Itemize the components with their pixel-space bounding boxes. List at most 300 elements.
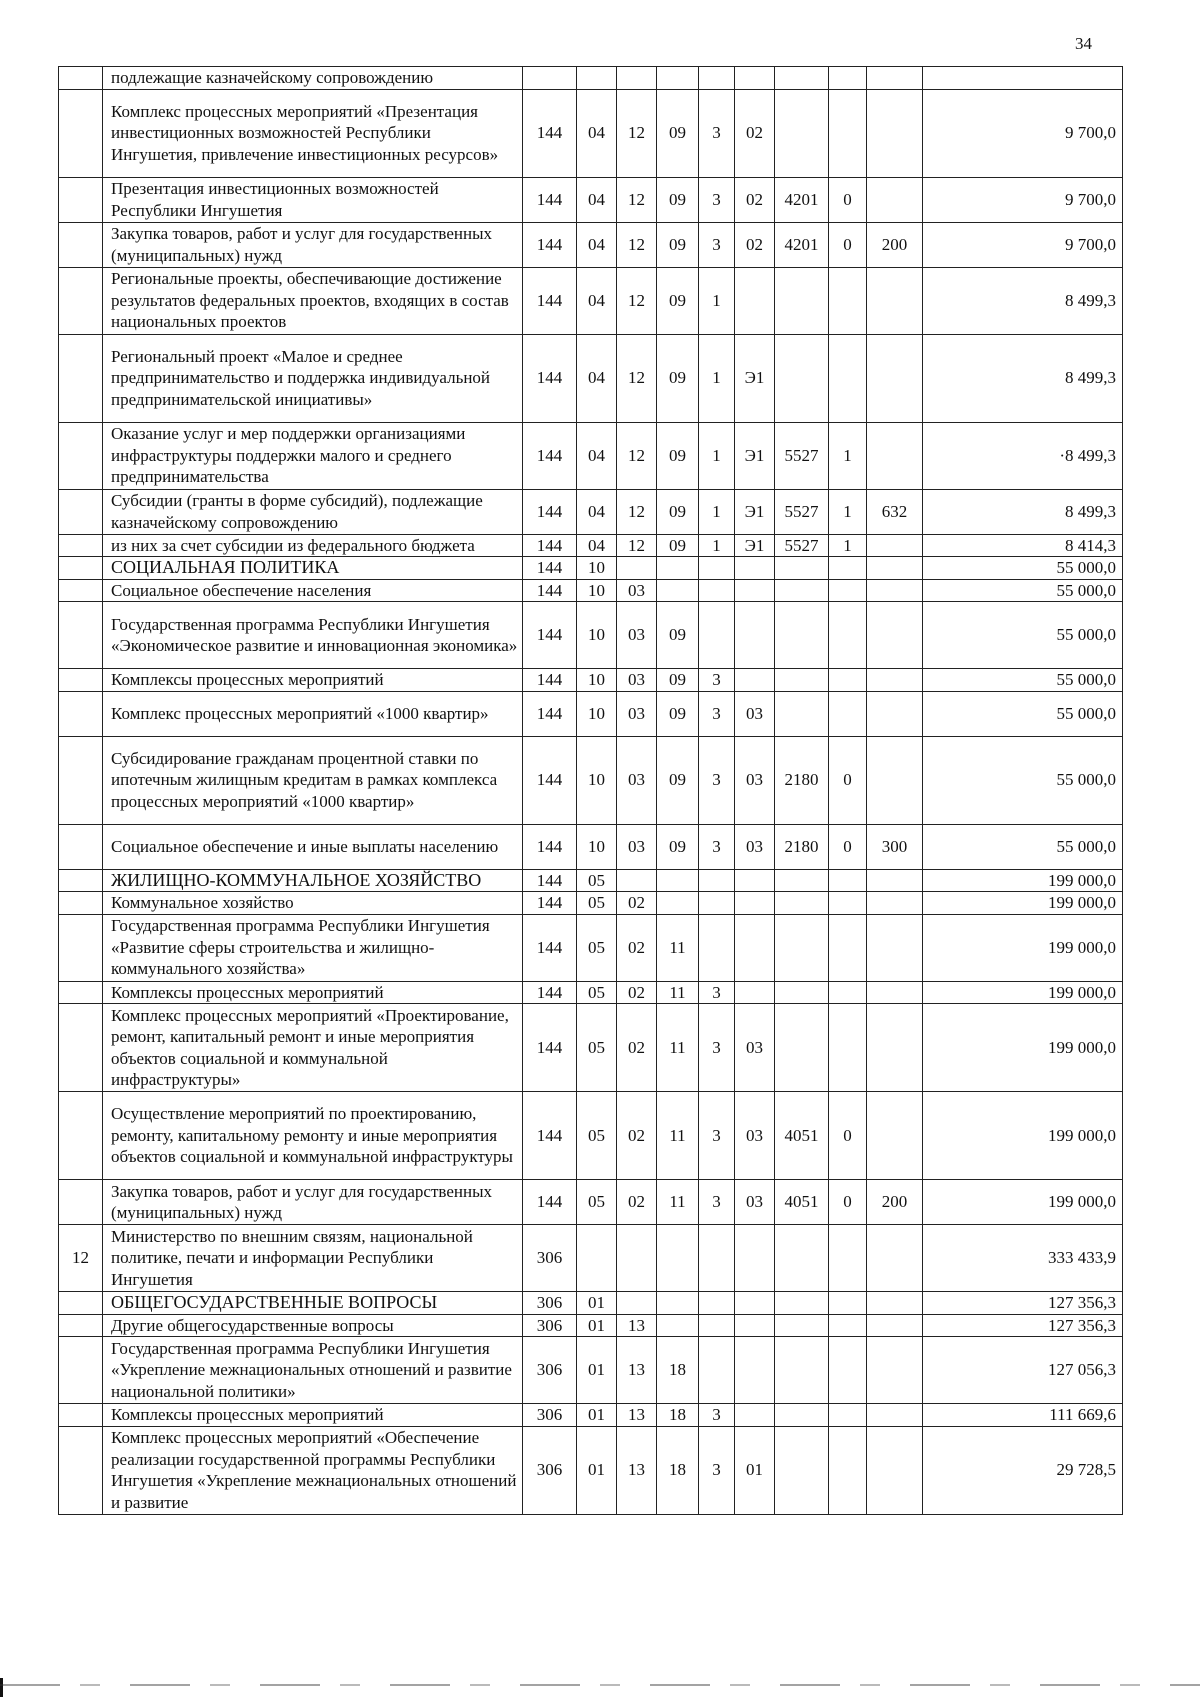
ministry-code-cell: 144 xyxy=(523,222,577,267)
subsection-code-cell xyxy=(617,1292,657,1315)
section-code-cell: 05 xyxy=(577,869,617,892)
subprogram-type-cell xyxy=(699,1225,735,1292)
amount-cell: 199 000,0 xyxy=(923,981,1123,1004)
amount-cell: 29 728,5 xyxy=(923,1426,1123,1514)
direction-code-cell xyxy=(775,914,829,981)
item-name-cell: Региональный проект «Малое и среднее предпринимательство и поддержка индивидуальной предпринимательской инициативы» xyxy=(103,334,523,422)
section-code-cell: 01 xyxy=(577,1314,617,1337)
structural-element-code-cell xyxy=(735,1292,775,1315)
section-code-cell xyxy=(577,1225,617,1292)
direction-suffix-cell xyxy=(829,1404,867,1427)
direction-suffix-cell xyxy=(829,892,867,915)
row-number-cell xyxy=(59,89,103,177)
ministry-code-cell: 306 xyxy=(523,1404,577,1427)
row-number-cell xyxy=(59,1404,103,1427)
program-code-cell: 11 xyxy=(657,1092,699,1180)
amount-cell: 55 000,0 xyxy=(923,557,1123,580)
table-row xyxy=(59,892,1123,915)
table-row xyxy=(59,1314,1123,1337)
program-code-cell: 18 xyxy=(657,1404,699,1427)
direction-suffix-cell xyxy=(829,1314,867,1337)
item-name-cell: ЖИЛИЩНО-КОММУНАЛЬНОЕ ХОЗЯЙСТВО xyxy=(103,869,523,892)
ministry-code-cell xyxy=(523,67,577,90)
amount-cell: 8 499,3 xyxy=(923,267,1123,334)
structural-element-code-cell: 03 xyxy=(735,736,775,824)
amount-cell xyxy=(923,67,1123,90)
item-name-cell: Комплекс процессных мероприятий «Проектирование, ремонт, капитальный ремонт и иные мероприятия объектов социальной и коммунальной инфраструктуры» xyxy=(103,1004,523,1092)
ministry-code-cell: 144 xyxy=(523,334,577,422)
table-row xyxy=(59,1092,1123,1180)
direction-suffix-cell: 0 xyxy=(829,824,867,869)
program-code-cell xyxy=(657,869,699,892)
table-row xyxy=(59,669,1123,692)
structural-element-code-cell: 03 xyxy=(735,691,775,736)
row-number-cell xyxy=(59,914,103,981)
ministry-code-cell: 144 xyxy=(523,267,577,334)
direction-code-cell: 4051 xyxy=(775,1092,829,1180)
program-code-cell: 11 xyxy=(657,981,699,1004)
direction-suffix-cell: 0 xyxy=(829,736,867,824)
direction-code-cell xyxy=(775,1225,829,1292)
direction-code-cell xyxy=(775,67,829,90)
structural-element-code-cell: Э1 xyxy=(735,422,775,489)
subprogram-type-cell: 1 xyxy=(699,334,735,422)
item-name-cell: Государственная программа Республики Ингушетия «Развитие сферы строительства и жилищно-коммунального хозяйства» xyxy=(103,914,523,981)
row-number-cell xyxy=(59,557,103,580)
item-name-cell: Субсидии (гранты в форме субсидий), подлежащие казначейскому сопровождению xyxy=(103,489,523,534)
structural-element-code-cell: Э1 xyxy=(735,534,775,557)
row-number-cell xyxy=(59,669,103,692)
ministry-code-cell: 144 xyxy=(523,669,577,692)
subsection-code-cell: 13 xyxy=(617,1314,657,1337)
expense-type-code-cell xyxy=(867,1292,923,1315)
table-row xyxy=(59,1337,1123,1404)
section-code-cell: 04 xyxy=(577,422,617,489)
subprogram-type-cell xyxy=(699,557,735,580)
structural-element-code-cell: Э1 xyxy=(735,334,775,422)
expense-type-code-cell xyxy=(867,669,923,692)
expense-type-code-cell xyxy=(867,557,923,580)
subprogram-type-cell: 3 xyxy=(699,222,735,267)
section-code-cell: 04 xyxy=(577,534,617,557)
table-row xyxy=(59,422,1123,489)
table-row xyxy=(59,222,1123,267)
row-number-cell xyxy=(59,1092,103,1180)
direction-code-cell: 2180 xyxy=(775,824,829,869)
direction-suffix-cell: 1 xyxy=(829,422,867,489)
direction-suffix-cell xyxy=(829,1004,867,1092)
item-name-cell: Комплексы процессных мероприятий xyxy=(103,981,523,1004)
subprogram-type-cell: 3 xyxy=(699,1404,735,1427)
subsection-code-cell xyxy=(617,67,657,90)
subsection-code-cell: 03 xyxy=(617,824,657,869)
subprogram-type-cell xyxy=(699,914,735,981)
structural-element-code-cell xyxy=(735,1314,775,1337)
section-code-cell: 04 xyxy=(577,89,617,177)
item-name-cell: подлежащие казначейскому сопровождению xyxy=(103,67,523,90)
direction-code-cell: 4201 xyxy=(775,222,829,267)
subsection-code-cell: 02 xyxy=(617,892,657,915)
subsection-code-cell: 12 xyxy=(617,489,657,534)
subsection-code-cell: 12 xyxy=(617,534,657,557)
subprogram-type-cell xyxy=(699,67,735,90)
section-code-cell: 05 xyxy=(577,914,617,981)
program-code-cell: 09 xyxy=(657,824,699,869)
subsection-code-cell: 02 xyxy=(617,1092,657,1180)
ministry-code-cell: 144 xyxy=(523,89,577,177)
item-name-cell: Комплекс процессных мероприятий «Обеспечение реализации государственной программы Республики Ингушетия «Укрепление межнациональных отношений и развитие xyxy=(103,1426,523,1514)
section-code-cell xyxy=(577,67,617,90)
direction-suffix-cell: 0 xyxy=(829,1092,867,1180)
direction-suffix-cell xyxy=(829,1337,867,1404)
subsection-code-cell: 13 xyxy=(617,1404,657,1427)
amount-cell: 199 000,0 xyxy=(923,1180,1123,1225)
structural-element-code-cell xyxy=(735,914,775,981)
subprogram-type-cell: 3 xyxy=(699,1004,735,1092)
expense-type-code-cell xyxy=(867,579,923,602)
program-code-cell: 11 xyxy=(657,914,699,981)
item-name-cell: Закупка товаров, работ и услуг для государственных (муниципальных) нужд xyxy=(103,222,523,267)
table-row xyxy=(59,557,1123,580)
subsection-code-cell: 03 xyxy=(617,691,657,736)
expense-type-code-cell xyxy=(867,1404,923,1427)
structural-element-code-cell xyxy=(735,267,775,334)
page-number: 34 xyxy=(1075,34,1092,53)
table-row xyxy=(59,691,1123,736)
expense-type-code-cell xyxy=(867,602,923,669)
section-code-cell: 10 xyxy=(577,691,617,736)
subsection-code-cell: 02 xyxy=(617,981,657,1004)
expense-type-code-cell xyxy=(867,869,923,892)
item-name-cell: Государственная программа Республики Ингушетия «Укрепление межнациональных отношений и развитие национальной политики» xyxy=(103,1337,523,1404)
direction-code-cell xyxy=(775,557,829,580)
subsection-code-cell: 12 xyxy=(617,422,657,489)
row-number-cell xyxy=(59,1004,103,1092)
subprogram-type-cell xyxy=(699,1292,735,1315)
section-code-cell: 10 xyxy=(577,824,617,869)
direction-suffix-cell: 0 xyxy=(829,177,867,222)
subprogram-type-cell: 1 xyxy=(699,489,735,534)
direction-code-cell xyxy=(775,334,829,422)
ministry-code-cell: 144 xyxy=(523,422,577,489)
subprogram-type-cell: 3 xyxy=(699,89,735,177)
amount-cell: 55 000,0 xyxy=(923,669,1123,692)
program-code-cell: 11 xyxy=(657,1004,699,1092)
section-code-cell: 01 xyxy=(577,1404,617,1427)
table-row xyxy=(59,89,1123,177)
subprogram-type-cell: 1 xyxy=(699,534,735,557)
structural-element-code-cell xyxy=(735,892,775,915)
direction-code-cell xyxy=(775,869,829,892)
amount-cell: 55 000,0 xyxy=(923,691,1123,736)
section-code-cell: 10 xyxy=(577,602,617,669)
structural-element-code-cell xyxy=(735,67,775,90)
program-code-cell: 09 xyxy=(657,422,699,489)
amount-cell: 8 414,3 xyxy=(923,534,1123,557)
direction-suffix-cell xyxy=(829,334,867,422)
subprogram-type-cell: 3 xyxy=(699,1426,735,1514)
row-number-cell xyxy=(59,579,103,602)
program-code-cell xyxy=(657,67,699,90)
subsection-code-cell: 02 xyxy=(617,1180,657,1225)
section-code-cell: 01 xyxy=(577,1292,617,1315)
row-number-cell xyxy=(59,824,103,869)
amount-cell: 199 000,0 xyxy=(923,869,1123,892)
item-name-cell: Субсидирование гражданам процентной ставки по ипотечным жилищным кредитам в рамках комплекса процессных мероприятий «1000 квартир» xyxy=(103,736,523,824)
subprogram-type-cell xyxy=(699,1337,735,1404)
row-number-cell xyxy=(59,981,103,1004)
direction-code-cell xyxy=(775,579,829,602)
amount-cell: ·8 499,3 xyxy=(923,422,1123,489)
ministry-code-cell: 144 xyxy=(523,914,577,981)
section-code-cell: 04 xyxy=(577,177,617,222)
direction-suffix-cell xyxy=(829,602,867,669)
program-code-cell: 18 xyxy=(657,1426,699,1514)
expense-type-code-cell xyxy=(867,334,923,422)
expense-type-code-cell xyxy=(867,981,923,1004)
table-row xyxy=(59,1004,1123,1092)
table-row xyxy=(59,1426,1123,1514)
subprogram-type-cell xyxy=(699,869,735,892)
subsection-code-cell: 13 xyxy=(617,1337,657,1404)
section-code-cell: 05 xyxy=(577,892,617,915)
expense-type-code-cell xyxy=(867,914,923,981)
table-row xyxy=(59,67,1123,90)
direction-code-cell xyxy=(775,981,829,1004)
program-code-cell: 09 xyxy=(657,691,699,736)
expense-type-code-cell: 200 xyxy=(867,1180,923,1225)
table-row xyxy=(59,177,1123,222)
direction-suffix-cell xyxy=(829,267,867,334)
structural-element-code-cell: 03 xyxy=(735,824,775,869)
ministry-code-cell: 144 xyxy=(523,1092,577,1180)
item-name-cell: из них за счет субсидии из федерального бюджета xyxy=(103,534,523,557)
direction-suffix-cell: 0 xyxy=(829,1180,867,1225)
subprogram-type-cell: 3 xyxy=(699,981,735,1004)
ministry-code-cell: 306 xyxy=(523,1292,577,1315)
expense-type-code-cell xyxy=(867,1092,923,1180)
ministry-code-cell: 144 xyxy=(523,602,577,669)
table-row xyxy=(59,1292,1123,1315)
amount-cell: 9 700,0 xyxy=(923,222,1123,267)
row-number-cell xyxy=(59,177,103,222)
table-row xyxy=(59,824,1123,869)
amount-cell: 55 000,0 xyxy=(923,824,1123,869)
direction-code-cell: 4051 xyxy=(775,1180,829,1225)
subprogram-type-cell: 3 xyxy=(699,1180,735,1225)
item-name-cell: Социальное обеспечение населения xyxy=(103,579,523,602)
program-code-cell: 09 xyxy=(657,736,699,824)
section-code-cell: 04 xyxy=(577,267,617,334)
structural-element-code-cell xyxy=(735,869,775,892)
row-number-cell xyxy=(59,67,103,90)
ministry-code-cell: 144 xyxy=(523,824,577,869)
structural-element-code-cell xyxy=(735,669,775,692)
expense-type-code-cell xyxy=(867,177,923,222)
table-row xyxy=(59,736,1123,824)
direction-suffix-cell: 1 xyxy=(829,534,867,557)
subprogram-type-cell: 3 xyxy=(699,1092,735,1180)
expense-type-code-cell xyxy=(867,422,923,489)
amount-cell: 111 669,6 xyxy=(923,1404,1123,1427)
row-number-cell xyxy=(59,422,103,489)
amount-cell: 9 700,0 xyxy=(923,89,1123,177)
subsection-code-cell: 13 xyxy=(617,1426,657,1514)
direction-code-cell xyxy=(775,1004,829,1092)
subprogram-type-cell: 1 xyxy=(699,422,735,489)
subsection-code-cell xyxy=(617,1225,657,1292)
section-code-cell: 01 xyxy=(577,1337,617,1404)
program-code-cell: 09 xyxy=(657,489,699,534)
amount-cell: 199 000,0 xyxy=(923,1004,1123,1092)
direction-code-cell xyxy=(775,602,829,669)
program-code-cell: 18 xyxy=(657,1337,699,1404)
ministry-code-cell: 144 xyxy=(523,534,577,557)
ministry-code-cell: 144 xyxy=(523,892,577,915)
table-body xyxy=(59,67,1123,1515)
direction-code-cell xyxy=(775,691,829,736)
amount-cell: 55 000,0 xyxy=(923,736,1123,824)
amount-cell: 333 433,9 xyxy=(923,1225,1123,1292)
ministry-code-cell: 144 xyxy=(523,736,577,824)
program-code-cell: 09 xyxy=(657,602,699,669)
item-name-cell: Министерство по внешним связям, национальной политике, печати и информации Республики Ингушетия xyxy=(103,1225,523,1292)
structural-element-code-cell: 02 xyxy=(735,222,775,267)
section-code-cell: 01 xyxy=(577,1426,617,1514)
direction-code-cell: 5527 xyxy=(775,534,829,557)
expense-type-code-cell xyxy=(867,267,923,334)
subsection-code-cell: 12 xyxy=(617,177,657,222)
direction-code-cell xyxy=(775,1292,829,1315)
direction-suffix-cell xyxy=(829,981,867,1004)
program-code-cell: 09 xyxy=(657,334,699,422)
program-code-cell xyxy=(657,1225,699,1292)
expense-type-code-cell xyxy=(867,736,923,824)
structural-element-code-cell: 01 xyxy=(735,1426,775,1514)
direction-suffix-cell xyxy=(829,914,867,981)
subprogram-type-cell: 3 xyxy=(699,736,735,824)
row-number-cell xyxy=(59,602,103,669)
table-row xyxy=(59,981,1123,1004)
structural-element-code-cell: 03 xyxy=(735,1180,775,1225)
amount-cell: 9 700,0 xyxy=(923,177,1123,222)
row-number-cell xyxy=(59,534,103,557)
subprogram-type-cell xyxy=(699,892,735,915)
scan-bottom-line xyxy=(0,1684,1200,1686)
subsection-code-cell xyxy=(617,557,657,580)
structural-element-code-cell xyxy=(735,579,775,602)
ministry-code-cell: 144 xyxy=(523,1004,577,1092)
amount-cell: 55 000,0 xyxy=(923,602,1123,669)
direction-code-cell xyxy=(775,892,829,915)
subprogram-type-cell: 1 xyxy=(699,267,735,334)
structural-element-code-cell xyxy=(735,1404,775,1427)
direction-code-cell: 5527 xyxy=(775,489,829,534)
subprogram-type-cell xyxy=(699,579,735,602)
direction-suffix-cell xyxy=(829,579,867,602)
section-code-cell: 05 xyxy=(577,1092,617,1180)
row-number-cell xyxy=(59,489,103,534)
subprogram-type-cell xyxy=(699,1314,735,1337)
item-name-cell: СОЦИАЛЬНАЯ ПОЛИТИКА xyxy=(103,557,523,580)
structural-element-code-cell: 02 xyxy=(735,89,775,177)
program-code-cell: 09 xyxy=(657,669,699,692)
direction-suffix-cell xyxy=(829,691,867,736)
direction-suffix-cell xyxy=(829,669,867,692)
direction-code-cell xyxy=(775,1404,829,1427)
subprogram-type-cell: 3 xyxy=(699,669,735,692)
direction-code-cell: 4201 xyxy=(775,177,829,222)
ministry-code-cell: 144 xyxy=(523,579,577,602)
subsection-code-cell: 12 xyxy=(617,267,657,334)
table-row xyxy=(59,1225,1123,1292)
direction-suffix-cell: 0 xyxy=(829,222,867,267)
structural-element-code-cell xyxy=(735,1337,775,1404)
direction-suffix-cell xyxy=(829,67,867,90)
scan-edge-mark xyxy=(0,1678,3,1697)
ministry-code-cell: 144 xyxy=(523,489,577,534)
ministry-code-cell: 144 xyxy=(523,981,577,1004)
item-name-cell: Государственная программа Республики Ингушетия «Экономическое развитие и инновационная экономика» xyxy=(103,602,523,669)
subprogram-type-cell xyxy=(699,602,735,669)
direction-suffix-cell xyxy=(829,557,867,580)
program-code-cell xyxy=(657,892,699,915)
section-code-cell: 04 xyxy=(577,222,617,267)
item-name-cell: Закупка товаров, работ и услуг для государственных (муниципальных) нужд xyxy=(103,1180,523,1225)
structural-element-code-cell: 03 xyxy=(735,1004,775,1092)
amount-cell: 199 000,0 xyxy=(923,892,1123,915)
direction-suffix-cell xyxy=(829,89,867,177)
amount-cell: 127 056,3 xyxy=(923,1337,1123,1404)
direction-suffix-cell: 1 xyxy=(829,489,867,534)
expense-type-code-cell xyxy=(867,691,923,736)
structural-element-code-cell xyxy=(735,1225,775,1292)
section-code-cell: 10 xyxy=(577,736,617,824)
section-code-cell: 04 xyxy=(577,334,617,422)
row-number-cell xyxy=(59,1180,103,1225)
expense-type-code-cell xyxy=(867,534,923,557)
table-row xyxy=(59,489,1123,534)
structural-element-code-cell: Э1 xyxy=(735,489,775,534)
table-row xyxy=(59,602,1123,669)
expense-type-code-cell: 300 xyxy=(867,824,923,869)
item-name-cell: Осуществление мероприятий по проектированию, ремонту, капитальному ремонту и иные мероприятия объектов социальной и коммунальной инфраструктуры xyxy=(103,1092,523,1180)
section-code-cell: 10 xyxy=(577,557,617,580)
item-name-cell: Другие общегосударственные вопросы xyxy=(103,1314,523,1337)
expense-type-code-cell xyxy=(867,892,923,915)
expense-type-code-cell: 200 xyxy=(867,222,923,267)
row-number-cell xyxy=(59,1314,103,1337)
table-row xyxy=(59,914,1123,981)
direction-suffix-cell xyxy=(829,1426,867,1514)
direction-code-cell xyxy=(775,89,829,177)
direction-suffix-cell xyxy=(829,1292,867,1315)
structural-element-code-cell xyxy=(735,981,775,1004)
expense-type-code-cell xyxy=(867,89,923,177)
expense-type-code-cell xyxy=(867,67,923,90)
row-number-cell xyxy=(59,222,103,267)
structural-element-code-cell: 02 xyxy=(735,177,775,222)
direction-code-cell xyxy=(775,669,829,692)
section-code-cell: 05 xyxy=(577,1004,617,1092)
program-code-cell xyxy=(657,579,699,602)
item-name-cell: Комплекс процессных мероприятий «1000 квартир» xyxy=(103,691,523,736)
direction-suffix-cell xyxy=(829,1225,867,1292)
section-code-cell: 05 xyxy=(577,1180,617,1225)
table-row xyxy=(59,334,1123,422)
item-name-cell: Коммунальное хозяйство xyxy=(103,892,523,915)
amount-cell: 127 356,3 xyxy=(923,1314,1123,1337)
